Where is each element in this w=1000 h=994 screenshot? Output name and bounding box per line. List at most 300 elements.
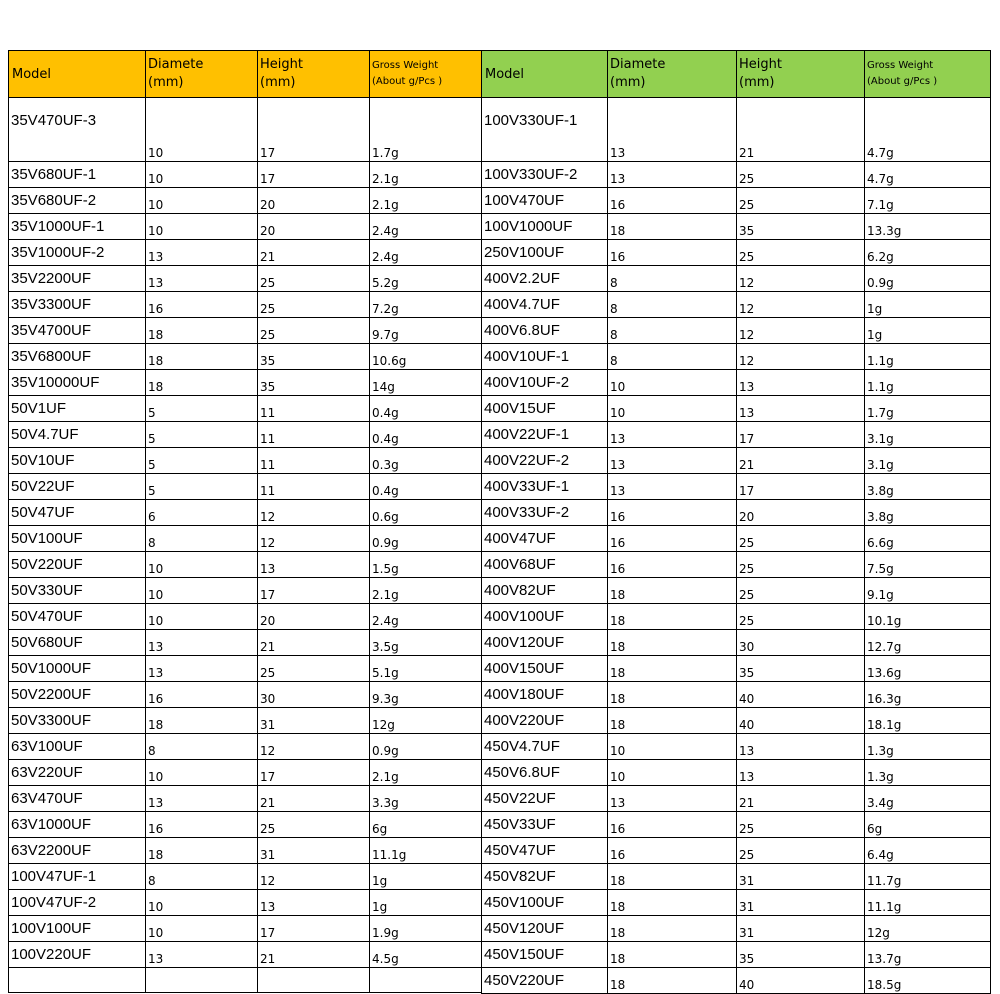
cell-height: 30 (737, 630, 865, 656)
cell-model: 400V82UF (482, 578, 608, 604)
cell-height: 35 (737, 214, 865, 240)
cell-height (258, 968, 370, 993)
cell-model: 450V150UF (482, 942, 608, 968)
cell-diameter: 10 (146, 604, 258, 630)
header-diameter-unit: (mm) (148, 75, 184, 90)
table-row (9, 552, 482, 578)
table-row (482, 604, 991, 630)
cell-diameter: 13 (146, 942, 258, 968)
cell-diameter: 16 (608, 552, 737, 578)
cell-model: 450V6.8UF (482, 760, 608, 786)
cell-weight: 0.9g (370, 734, 482, 760)
cell-diameter: 18 (608, 890, 737, 916)
table-row (482, 682, 991, 708)
cell-diameter: 18 (608, 968, 737, 994)
cell-weight: 1.1g (865, 344, 991, 370)
cell-model: 450V47UF (482, 838, 608, 864)
table-row (482, 786, 991, 812)
cell-height: 25 (258, 812, 370, 838)
cell-height: 12 (737, 344, 865, 370)
cell-diameter: 5 (146, 474, 258, 500)
table-row (482, 864, 991, 890)
cell-diameter: 10 (146, 98, 258, 162)
table-row (9, 734, 482, 760)
cell-weight: 14g (370, 370, 482, 396)
cell-weight: 1g (370, 864, 482, 890)
cell-model: 100V100UF (9, 916, 146, 942)
cell-height: 35 (258, 370, 370, 396)
cell-height: 40 (737, 968, 865, 994)
cell-model: 35V1000UF-1 (9, 214, 146, 240)
cell-model: 63V220UF (9, 760, 146, 786)
cell-diameter: 16 (608, 188, 737, 214)
cell-height: 25 (737, 604, 865, 630)
cell-height: 12 (258, 864, 370, 890)
cell-weight: 12g (370, 708, 482, 734)
cell-weight: 3.8g (865, 500, 991, 526)
cell-model: 400V10UF-1 (482, 344, 608, 370)
cell-diameter: 5 (146, 448, 258, 474)
table-row (482, 318, 991, 344)
cell-weight: 1g (865, 318, 991, 344)
cell-height: 13 (737, 396, 865, 422)
header-diameter (608, 51, 737, 98)
cell-diameter: 5 (146, 422, 258, 448)
cell-height: 25 (737, 240, 865, 266)
table-row (482, 422, 991, 448)
cell-weight: 11.1g (865, 890, 991, 916)
cell-weight: 2.1g (370, 162, 482, 188)
cell-model: 400V22UF-1 (482, 422, 608, 448)
cell-diameter (146, 968, 258, 993)
cell-model: 400V47UF (482, 526, 608, 552)
table-row (9, 890, 482, 916)
cell-diameter: 10 (608, 760, 737, 786)
cell-height: 13 (258, 890, 370, 916)
cell-weight: 2.1g (370, 188, 482, 214)
table-row (9, 240, 482, 266)
cell-model: 100V330UF-1 (482, 98, 608, 162)
cell-weight: 3.1g (865, 422, 991, 448)
cell-height: 12 (258, 734, 370, 760)
cell-height: 31 (258, 838, 370, 864)
cell-height: 12 (258, 526, 370, 552)
cell-model: 100V1000UF (482, 214, 608, 240)
cell-weight: 0.9g (865, 266, 991, 292)
table-row (9, 422, 482, 448)
table-row (9, 760, 482, 786)
header-weight-unit: (About g/Pcs ) (867, 76, 938, 87)
cell-weight: 11.7g (865, 864, 991, 890)
cell-height: 21 (258, 786, 370, 812)
table-row (9, 292, 482, 318)
cell-diameter: 10 (146, 188, 258, 214)
table-row (482, 890, 991, 916)
cell-height: 21 (737, 98, 865, 162)
table-row (482, 916, 991, 942)
cell-height: 31 (737, 890, 865, 916)
table-row (482, 240, 991, 266)
cell-model: 250V100UF (482, 240, 608, 266)
cell-model: 35V680UF-2 (9, 188, 146, 214)
cell-weight: 6.4g (865, 838, 991, 864)
cell-model: 63V2200UF (9, 838, 146, 864)
cell-weight: 7.5g (865, 552, 991, 578)
cell-diameter: 18 (608, 630, 737, 656)
table-row (9, 474, 482, 500)
cell-height: 13 (737, 734, 865, 760)
cell-weight: 18.5g (865, 968, 991, 994)
cell-height: 25 (737, 838, 865, 864)
cell-diameter: 18 (608, 682, 737, 708)
table-row (482, 942, 991, 968)
cell-model: 50V22UF (9, 474, 146, 500)
cell-height: 31 (737, 864, 865, 890)
cell-weight: 9.1g (865, 578, 991, 604)
header-weight (865, 51, 991, 98)
cell-height: 20 (258, 188, 370, 214)
cell-model: 100V47UF-2 (9, 890, 146, 916)
cell-diameter: 13 (146, 266, 258, 292)
cell-diameter: 10 (146, 916, 258, 942)
cell-height: 21 (258, 942, 370, 968)
header-weight-unit: (About g/Pcs ) (372, 76, 443, 87)
cell-weight: 2.1g (370, 760, 482, 786)
cell-diameter: 13 (608, 422, 737, 448)
cell-diameter: 16 (146, 812, 258, 838)
cell-model: 100V47UF-1 (9, 864, 146, 890)
cell-weight: 1g (865, 292, 991, 318)
header-height (258, 51, 370, 98)
cell-weight: 0.3g (370, 448, 482, 474)
cell-model: 400V15UF (482, 396, 608, 422)
table-row (9, 266, 482, 292)
cell-model: 400V220UF (482, 708, 608, 734)
cell-weight: 0.4g (370, 474, 482, 500)
table-row (482, 188, 991, 214)
cell-height: 25 (737, 162, 865, 188)
cell-diameter: 8 (608, 318, 737, 344)
cell-diameter: 13 (146, 656, 258, 682)
cell-model: 400V33UF-1 (482, 474, 608, 500)
table-row (482, 396, 991, 422)
cell-model: 35V6800UF (9, 344, 146, 370)
cell-diameter: 10 (608, 734, 737, 760)
cell-height: 31 (258, 708, 370, 734)
table-row (9, 838, 482, 864)
cell-diameter: 10 (146, 552, 258, 578)
cell-model: 400V2.2UF (482, 266, 608, 292)
table-row (482, 474, 991, 500)
table-row (482, 760, 991, 786)
cell-diameter: 16 (608, 812, 737, 838)
cell-weight: 3.5g (370, 630, 482, 656)
cell-height: 17 (258, 916, 370, 942)
cell-diameter: 13 (608, 474, 737, 500)
cell-weight: 2.4g (370, 214, 482, 240)
cell-diameter: 18 (608, 656, 737, 682)
cell-model: 50V1UF (9, 396, 146, 422)
header-height-unit: (mm) (739, 75, 775, 90)
cell-model: 50V470UF (9, 604, 146, 630)
cell-height: 30 (258, 682, 370, 708)
cell-height: 12 (258, 500, 370, 526)
table-row (482, 292, 991, 318)
cell-diameter: 10 (146, 214, 258, 240)
cell-diameter: 18 (608, 864, 737, 890)
cell-diameter: 18 (146, 708, 258, 734)
cell-weight: 16.3g (865, 682, 991, 708)
table-row (482, 214, 991, 240)
cell-model: 50V2200UF (9, 682, 146, 708)
cell-diameter: 13 (146, 630, 258, 656)
table-row (482, 266, 991, 292)
cell-diameter: 16 (608, 526, 737, 552)
cell-model: 35V470UF-3 (9, 98, 146, 162)
cell-height: 31 (737, 916, 865, 942)
cell-height: 20 (258, 604, 370, 630)
cell-diameter: 10 (146, 890, 258, 916)
cell-weight: 13.3g (865, 214, 991, 240)
cell-weight: 2.1g (370, 578, 482, 604)
cell-model: 50V220UF (9, 552, 146, 578)
cell-weight: 1.1g (865, 370, 991, 396)
cell-model: 450V220UF (482, 968, 608, 994)
cell-diameter: 10 (608, 396, 737, 422)
cell-height: 11 (258, 396, 370, 422)
table-row (9, 916, 482, 942)
cell-weight: 6.2g (865, 240, 991, 266)
cell-weight: 1.3g (865, 734, 991, 760)
cell-model: 50V680UF (9, 630, 146, 656)
right-header-row (482, 51, 991, 98)
table-row (9, 448, 482, 474)
cell-height: 25 (737, 812, 865, 838)
cell-model: 450V22UF (482, 786, 608, 812)
cell-model: 35V2200UF (9, 266, 146, 292)
table-row (9, 968, 482, 993)
cell-weight: 10.6g (370, 344, 482, 370)
table-row (9, 812, 482, 838)
table-row (482, 838, 991, 864)
cell-model: 450V100UF (482, 890, 608, 916)
cell-model: 50V47UF (9, 500, 146, 526)
cell-weight: 4.7g (865, 162, 991, 188)
cell-weight: 2.4g (370, 604, 482, 630)
table-row (482, 162, 991, 188)
cell-weight: 1.7g (370, 98, 482, 162)
cell-model: 450V33UF (482, 812, 608, 838)
cell-height: 17 (258, 578, 370, 604)
cell-model: 50V4.7UF (9, 422, 146, 448)
left-spec-table (8, 50, 482, 993)
cell-weight: 4.5g (370, 942, 482, 968)
table-row (9, 526, 482, 552)
cell-model: 50V3300UF (9, 708, 146, 734)
cell-height: 17 (737, 474, 865, 500)
table-row (9, 656, 482, 682)
cell-weight: 12g (865, 916, 991, 942)
table-row (9, 370, 482, 396)
cell-diameter: 6 (146, 500, 258, 526)
table-row (9, 786, 482, 812)
cell-diameter: 13 (608, 98, 737, 162)
cell-model: 35V680UF-1 (9, 162, 146, 188)
cell-weight: 13.7g (865, 942, 991, 968)
header-diameter (146, 51, 258, 98)
header-weight-label: Gross Weight (867, 60, 934, 71)
cell-weight: 5.1g (370, 656, 482, 682)
cell-diameter: 13 (608, 448, 737, 474)
cell-weight: 0.4g (370, 396, 482, 422)
table-row (9, 630, 482, 656)
cell-model: 400V100UF (482, 604, 608, 630)
cell-height: 25 (258, 292, 370, 318)
header-weight (370, 51, 482, 98)
cell-height: 11 (258, 422, 370, 448)
table-row (9, 344, 482, 370)
cell-height: 25 (737, 526, 865, 552)
cell-model: 63V470UF (9, 786, 146, 812)
cell-diameter: 8 (608, 292, 737, 318)
cell-model: 400V10UF-2 (482, 370, 608, 396)
table-row (9, 708, 482, 734)
table-row (9, 682, 482, 708)
header-model: Model (9, 51, 146, 98)
table-row (482, 98, 991, 162)
cell-model: 100V470UF (482, 188, 608, 214)
cell-model: 400V33UF-2 (482, 500, 608, 526)
cell-diameter: 10 (146, 162, 258, 188)
cell-diameter: 16 (146, 292, 258, 318)
cell-diameter: 18 (146, 318, 258, 344)
cell-weight: 18.1g (865, 708, 991, 734)
cell-weight: 4.7g (865, 98, 991, 162)
cell-height: 12 (737, 292, 865, 318)
cell-model: 35V1000UF-2 (9, 240, 146, 266)
cell-height: 17 (258, 760, 370, 786)
cell-height: 12 (737, 318, 865, 344)
cell-model: 400V4.7UF (482, 292, 608, 318)
cell-height: 11 (258, 474, 370, 500)
table-row (482, 370, 991, 396)
header-height-unit: (mm) (260, 75, 296, 90)
header-diameter-label: Diamete (148, 57, 204, 72)
cell-model: 400V180UF (482, 682, 608, 708)
cell-height: 12 (737, 266, 865, 292)
cell-height: 21 (258, 630, 370, 656)
cell-model: 50V10UF (9, 448, 146, 474)
cell-weight: 1.9g (370, 916, 482, 942)
table-row (9, 500, 482, 526)
cell-diameter: 18 (608, 604, 737, 630)
table-row (9, 864, 482, 890)
table-row (9, 604, 482, 630)
cell-model: 50V330UF (9, 578, 146, 604)
cell-height: 25 (737, 578, 865, 604)
cell-weight: 7.1g (865, 188, 991, 214)
cell-height: 40 (737, 682, 865, 708)
cell-height: 25 (737, 188, 865, 214)
cell-model: 100V220UF (9, 942, 146, 968)
cell-height: 13 (737, 370, 865, 396)
cell-diameter: 10 (146, 578, 258, 604)
cell-diameter: 18 (608, 214, 737, 240)
cell-diameter: 13 (146, 786, 258, 812)
cell-weight (370, 968, 482, 993)
cell-model: 450V82UF (482, 864, 608, 890)
cell-height: 13 (258, 552, 370, 578)
cell-height: 25 (258, 656, 370, 682)
cell-weight: 0.9g (370, 526, 482, 552)
table-row (9, 942, 482, 968)
table-row (9, 396, 482, 422)
cell-diameter: 16 (608, 240, 737, 266)
cell-height: 20 (258, 214, 370, 240)
table-row (482, 578, 991, 604)
cell-weight: 6g (865, 812, 991, 838)
cell-diameter: 18 (608, 916, 737, 942)
cell-model: 400V120UF (482, 630, 608, 656)
table-row (482, 812, 991, 838)
table-row (482, 968, 991, 994)
table-row (482, 552, 991, 578)
cell-height: 17 (737, 422, 865, 448)
cell-diameter: 8 (146, 526, 258, 552)
cell-diameter: 5 (146, 396, 258, 422)
cell-diameter: 18 (146, 344, 258, 370)
cell-diameter: 10 (608, 370, 737, 396)
cell-diameter: 16 (608, 500, 737, 526)
table-row (9, 318, 482, 344)
cell-height: 17 (258, 162, 370, 188)
cell-weight: 12.7g (865, 630, 991, 656)
table-row (9, 98, 482, 162)
cell-model: 50V1000UF (9, 656, 146, 682)
header-diameter-unit: (mm) (610, 75, 646, 90)
cell-model (9, 968, 146, 993)
cell-weight: 0.4g (370, 422, 482, 448)
table-row (482, 656, 991, 682)
cell-model: 400V68UF (482, 552, 608, 578)
cell-weight: 3.1g (865, 448, 991, 474)
cell-weight: 3.4g (865, 786, 991, 812)
cell-weight: 13.6g (865, 656, 991, 682)
cell-height: 11 (258, 448, 370, 474)
cell-weight: 6.6g (865, 526, 991, 552)
cell-height: 25 (737, 552, 865, 578)
cell-height: 40 (737, 708, 865, 734)
cell-model: 35V3300UF (9, 292, 146, 318)
table-row (9, 578, 482, 604)
cell-diameter: 16 (146, 682, 258, 708)
header-height-label: Height (260, 57, 303, 72)
cell-model: 50V100UF (9, 526, 146, 552)
cell-height: 25 (258, 266, 370, 292)
table-row (482, 344, 991, 370)
cell-height: 21 (258, 240, 370, 266)
header-diameter-label: Diamete (610, 57, 666, 72)
cell-weight: 5.2g (370, 266, 482, 292)
header-height (737, 51, 865, 98)
cell-model: 450V120UF (482, 916, 608, 942)
cell-diameter: 8 (608, 266, 737, 292)
cell-diameter: 18 (146, 370, 258, 396)
cell-height: 13 (737, 760, 865, 786)
cell-model: 35V10000UF (9, 370, 146, 396)
cell-weight: 3.8g (865, 474, 991, 500)
table-row (9, 162, 482, 188)
